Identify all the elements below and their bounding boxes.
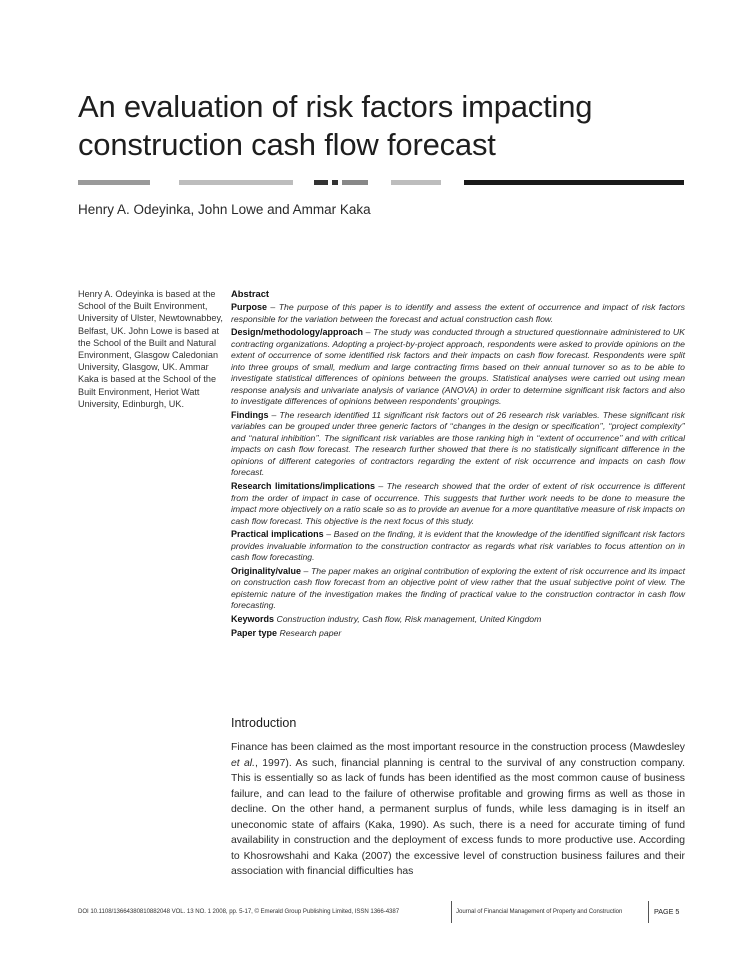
abstract-practical: Practical implications – Based on the finding, it is evident that the knowledge of the identified significant risk factors provides invaluable information to the construction contractor as regards what risk variables to focus attention on in cash flow forecasting. — [231, 529, 685, 563]
author-affiliations: Henry A. Odeyinka is based at the School of the Built Environment, University of Ulster, Newtownabbey, Belfast, UK. John Lowe is based at the School of the Built and Natural Environment, Glasgow Caledonian University, Glasgow, UK. Ammar Kaka is based at the School of the Built Environment, Heriot Watt University, Edinburgh, UK. — [78, 289, 223, 409]
article-title: An evaluation of risk factors impacting construction cash flow forecast — [78, 89, 593, 162]
abstract-limitations: Research limitations/implications – The research showed that the order of extent of risk occurrence is different from the order of impact in case of occurrence. This suggests that further work needs to be done to measure the impact more objectively on a ratio scale so as to provide an avenue for a more quantitative measure of risk impacts on cash flow forecast. This objective is the next focus of this study. — [231, 481, 685, 526]
paper-type-label: Paper type — [231, 627, 278, 638]
abstract-findings: Findings – The research identified 11 significant risk factors out of 26 research risk variables. These significant risk variables can be grouped under three generic factors of ‘‘changes in the design or specification’’, ‘‘project complexity’’ and ‘‘natural inhibition’’. The significant risk variables are those ranking high in ‘‘extent of occurrence’’ and with critical impacts on cash flow forecast. The research further showed that there is no statistically significant difference in the opinions of different categories of contractors regarding the extent of risk occurrence and impacts on cash flow forecast. — [231, 409, 685, 478]
abstract-section-text: The research identified 11 significant risk factors out of 26 research risk variables. These significant risk variables can be grouped under three generic factors of ‘‘changes in the design or specification’’, ‘‘project complexity’’ and ‘‘natural inhibition’’. The significant risk variables are those ranking high in ‘‘extent of occurrence’’ and with critical impacts on cash flow forecast. The research further showed that there is no statistically significant difference in the opinions of different categories of contractors regarding the extent of risk occurrence and impacts on cash flow forecast. — [231, 409, 685, 478]
abstract-section-label: Originality/value — [231, 565, 302, 576]
et-al-citation: et al. — [231, 757, 256, 769]
abstract-section-text: Based on the finding, it is evident that the knowledge of the identified significant risk factors provides invaluable information to the construction contractor as regards what risk variables to focus attention on in cash flow forecasting. — [231, 529, 685, 563]
abstract-purpose: Purpose – The purpose of this paper is to identify and assess the extent of occurrence and impact of risk factors responsible for the variation between the forecast and actual construction cash flow. — [231, 302, 685, 324]
abstract-section-text: The paper makes an original contribution of exploring the extent of risk occurrence and its impact on construction cash flow forecast from an objective point of view rather that the usual subjective point of view. The epistemic nature of the investigation makes the finding of practical value to the construction contractor in cash flow forecasting. — [231, 565, 685, 611]
abstract-section-label: Purpose — [231, 302, 268, 312]
introduction-text: Finance has been claimed as the most important resource in the construction process (Mawdesley — [231, 742, 685, 753]
abstract-section-label: Practical implications — [231, 529, 324, 540]
abstract-section-label: Design/methodology/approach — [231, 327, 364, 338]
footer-doi: DOI 10.1108/13664380810882048 VOL. 13 NO. 1 2008, pp. 5-17, © Emerald Group Publishing Limited, ISSN 1366-4387 — [78, 908, 400, 915]
author-list: Henry A. Odeyinka, John Lowe and Ammar Kaka — [78, 202, 371, 217]
title-rule-decoration — [78, 180, 684, 186]
footer-divider — [648, 901, 649, 923]
keywords-label: Keywords — [231, 614, 275, 625]
abstract-paper-type — [231, 628, 685, 640]
footer-journal: Journal of Financial Management of Property and Construction — [456, 908, 623, 915]
abstract-section-label: Findings — [231, 409, 269, 420]
abstract-heading: Abstract — [231, 288, 270, 299]
abstract-section-text: The research showed that the order of extent of risk occurrence is different from the order of impact in case of occurrence. This suggests that further work needs to be done to measure the impact more objectively on a ratio scale so as to provide an avenue for a more quantitative measure of risk impacts on cash flow forecast. This objective is the next focus of this study. — [231, 481, 685, 526]
abstract-block — [231, 288, 685, 642]
abstract-section-text: The study was conducted through a structured questionnaire administered to UK contracting organizations. Adopting a project-by-project approach, respondents were asked to provide opinions on the extent of occurrence of some identified risk factors and their impacts on cash flow forecast. Respondents were split into three groups of small, medium and large contracting firms based on their annual turnover so as to be able to investigate statistical differences of opinions between the groups. Statistical analyses were carried out using mean response analysis and univariate analysis of variance (ANOVA) in order to determine significant risk factors and also to investigate differences of opinions between respondents’ groupings. — [231, 327, 685, 407]
abstract-originality: Originality/value – The paper makes an original contribution of exploring the extent of risk occurrence and its impact on construction cash flow forecast from an objective point of view rather that the usual subjective point of view. The epistemic nature of the investigation makes the finding of practical value to the construction contractor in cash flow forecasting. — [231, 565, 685, 611]
footer-divider — [451, 901, 452, 923]
abstract-keywords — [231, 614, 685, 626]
introduction-paragraph — [231, 740, 685, 880]
paper-type-text: Research paper — [279, 627, 342, 638]
footer-page-number: PAGE 5 — [654, 907, 680, 916]
introduction-text: , 1997). As such, financial planning is central to the survival of any construction company. This is essentially so as lack of funds has been identified as the most common cause of business failure, and can lead to the failure of otherwise profitable and growing firms as well as those in decline. On the other hand, a permanent surplus of funds, while less damaging is in itself an uneconomic state of affairs (Kaka, 1990). As such, there is a need for accurate timing of fund availability in construction and the deployment of excess funds to more productive use. According to Khosrowshahi and Kaka (2007) the excessive level of construction business failures and their association with financial difficulties has — [231, 757, 685, 877]
introduction-heading: Introduction — [231, 716, 297, 730]
abstract-section-text: The purpose of this paper is to identify and assess the extent of occurrence and impact of risk factors responsible for the variation between the forecast and actual construction cash flow. — [231, 302, 685, 324]
keywords-text: Construction industry, Cash flow, Risk management, United Kingdom — [276, 614, 542, 625]
page-footer — [78, 901, 685, 923]
abstract-design: Design/methodology/approach – The study was conducted through a structured questionnaire administered to UK contracting organizations. Adopting a project-by-project approach, respondents were asked to provide opinions on the extent of occurrence of some identified risk factors and their impacts on cash flow forecast. Respondents were split into three groups of small, medium and large contracting firms based on their annual turnover so as to be able to investigate statistical differences of opinions between the groups. Statistical analyses were carried out using mean response analysis and univariate analysis of variance (ANOVA) in order to determine significant risk factors and also to investigate differences of opinions between respondents’ groupings. — [231, 327, 685, 407]
abstract-section-label: Research limitations/implications — [231, 481, 376, 492]
